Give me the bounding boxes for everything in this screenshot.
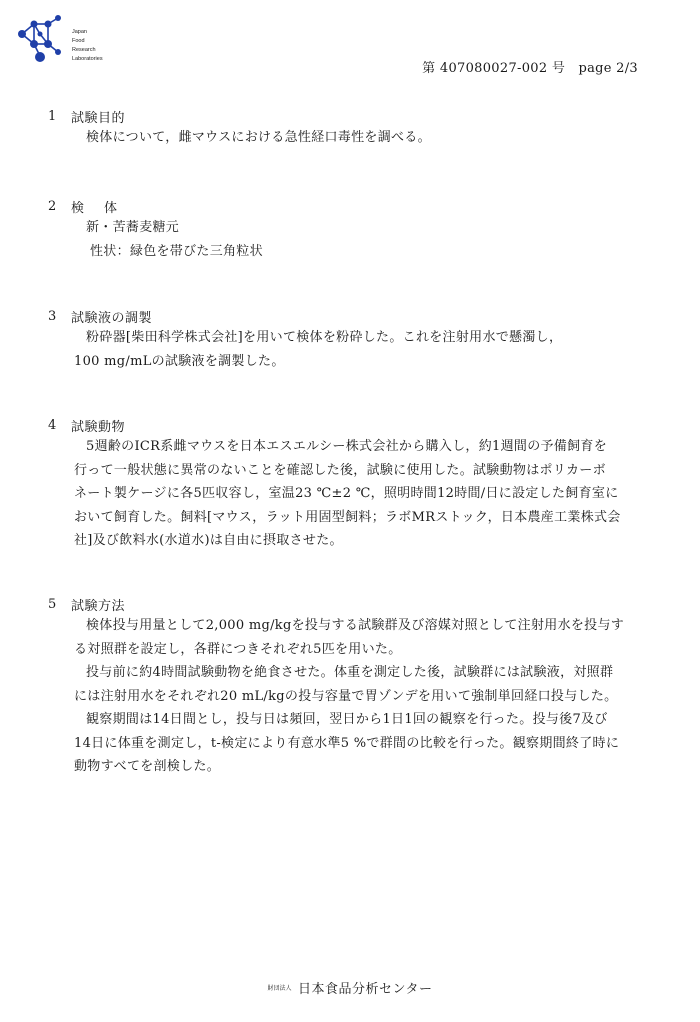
section-title: 試験動物 xyxy=(71,419,126,435)
section-number: 3 xyxy=(48,308,57,324)
section-title: 試験目的 xyxy=(71,110,126,126)
section-preparation xyxy=(48,306,648,373)
section-number: 5 xyxy=(48,596,57,612)
logo-line: Research xyxy=(72,47,96,53)
paragraph-line: 粉砕器[柴田科学株式会社]を用いて検体を粉砕した。これを注射用水で懸濁し， xyxy=(86,330,563,345)
paragraph-line: 社]及び飲料水(水道水)は自由に摂取させた。 xyxy=(74,533,343,548)
logo-line: Laboratories xyxy=(72,56,103,62)
paragraph-line: 検体について，雌マウスにおける急性経口毒性を調べる。 xyxy=(86,130,431,145)
paragraph-line: 観察期間は14日間とし，投与日は頻回，翌日から1日1回の観察を行った。投与後7及び xyxy=(86,712,608,727)
section-number: 4 xyxy=(48,417,57,433)
paragraph-line: 検体投与用量として2,000 mg/kgを投与する試験群及び溶媒対照として注射用水を投与す xyxy=(86,618,625,633)
paragraph-line: には注射用水をそれぞれ20 mL/kgの投与容量で胃ゾンデを用いて強制単回経口投与した。 xyxy=(74,688,618,704)
paragraph-line: 投与前に約4時間試験動物を絶食させた。体重を測定した後，試験群には試験液，対照群 xyxy=(86,665,614,680)
paragraph-line: おいて飼育した。飼料[マウス，ラット用固型飼料；ラボMRストック，日本農産工業株式会 xyxy=(74,509,621,525)
footer-prefix: 財団法人 xyxy=(267,986,292,992)
footer-name: 日本食品分析センター xyxy=(297,981,433,996)
section-title: 検体 xyxy=(71,200,138,216)
section-title: 試験液の調製 xyxy=(71,310,153,326)
organization-logo xyxy=(14,14,124,66)
paragraph-line: 5週齢のICR系雌マウスを日本エスエルシー株式会社から購入し，約1週間の予備飼育を xyxy=(86,439,607,454)
document-number: 第 407080027-002 号 page 2/3 xyxy=(422,61,638,76)
footer-organization xyxy=(0,978,700,997)
section-heading xyxy=(48,106,648,126)
section-method xyxy=(48,594,648,779)
logo-text xyxy=(72,28,103,64)
section-number: 2 xyxy=(48,198,57,214)
section-animals xyxy=(48,415,648,553)
paragraph-line: 性状：緑色を帯びた三角粒状 xyxy=(90,243,263,259)
section-number: 1 xyxy=(48,108,57,124)
section-title: 試験方法 xyxy=(71,598,126,614)
paragraph-line: 新・苦蕎麦糖元 xyxy=(86,220,180,235)
paragraph-line: ネート製ケージに各5匹収容し，室温23 ℃±2 ℃，照明時間12時間/日に設定した飼育室に xyxy=(74,486,619,501)
molecule-logo-icon xyxy=(14,14,74,66)
paragraph-line: る対照群を設定し，各群につきそれぞれ5匹を用いた。 xyxy=(74,641,402,657)
section-purpose xyxy=(48,106,648,150)
paragraph-line: 100 mg/mLの試験液を調製した。 xyxy=(74,353,285,369)
logo-line: Japan xyxy=(72,29,87,35)
paragraph-line: 行って一般状態に異常のないことを確認した後，試験に使用した。試験動物はポリカーボ xyxy=(74,462,606,478)
section-heading xyxy=(48,196,648,216)
section-heading xyxy=(48,415,648,435)
section-heading xyxy=(48,594,648,614)
section-sample xyxy=(48,196,648,263)
paragraph-line: 動物すべてを剖検した。 xyxy=(74,759,221,774)
paragraph-line: 14日に体重を測定し，t-検定により有意水準5 %で群間の比較を行った。観察期間終了時に xyxy=(74,735,620,751)
logo-line: Food xyxy=(72,38,85,44)
section-heading xyxy=(48,306,648,326)
